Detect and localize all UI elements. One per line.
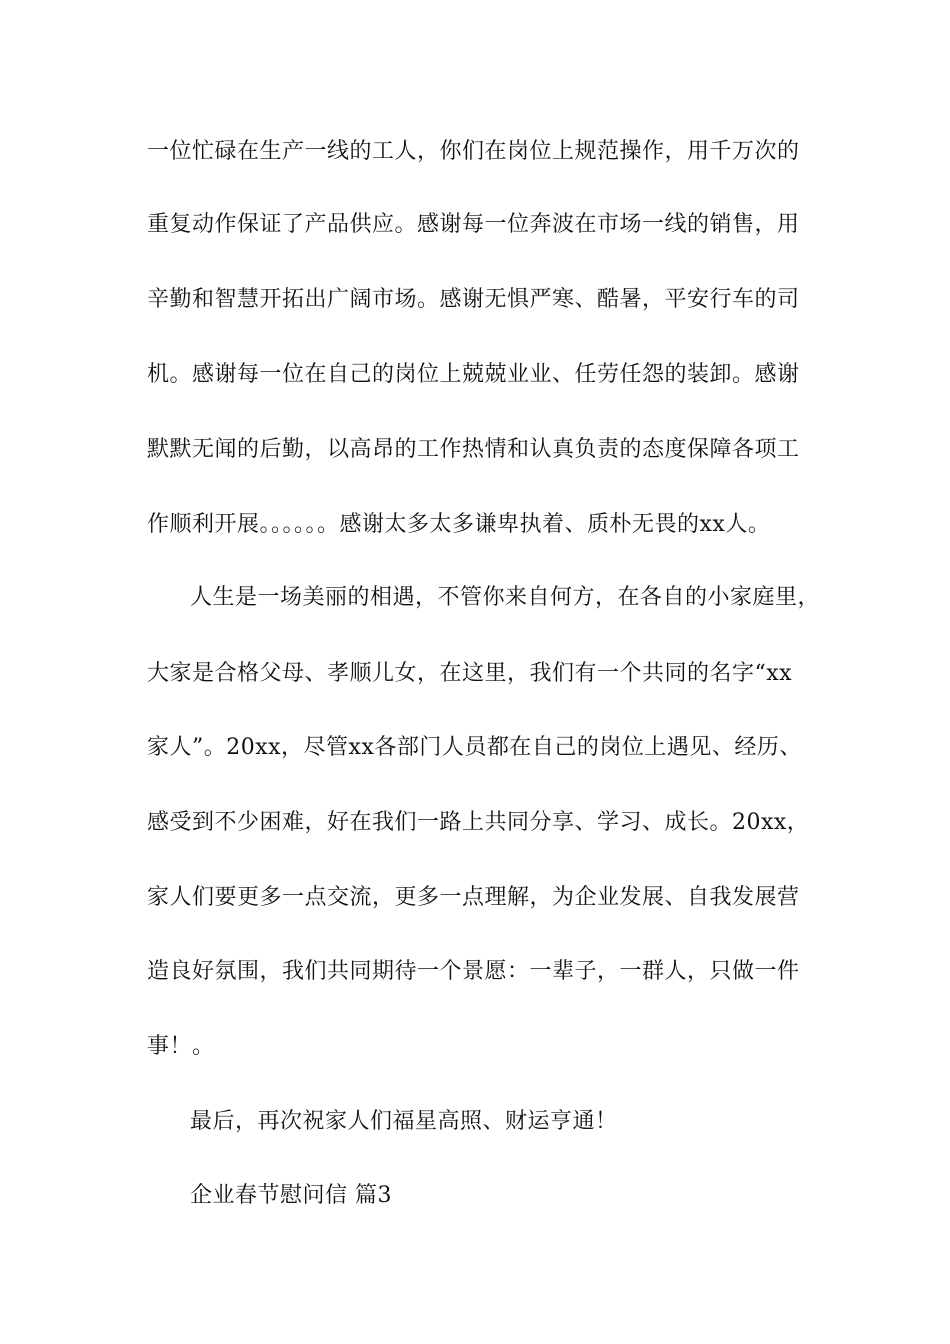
- paragraph-line: 机。感谢每一位在自己的岗位上兢兢业业、任劳任怨的装卸。感谢: [147, 362, 800, 387]
- section-heading: 企业春节慰问信 篇3: [190, 1183, 392, 1208]
- paragraph-line: 感受到不少困难，好在我们一路上共同分享、学习、成长。20xx，: [147, 810, 810, 835]
- paragraph-line: 家人”。20xx，尽管xx各部门人员都在自己的岗位上遇见、经历、: [147, 735, 802, 760]
- paragraph-line: 辛勤和智慧开拓出广阔市场。感谢无惧严寒、酷暑，平安行车的司: [147, 287, 800, 312]
- closing-line: 最后，再次祝家人们福星高照、财运亨通！: [190, 1109, 618, 1134]
- paragraph-line: 事！。: [147, 1034, 215, 1059]
- paragraph-line: 重复动作保证了产品供应。感谢每一位奔波在市场一线的销售，用: [147, 212, 800, 237]
- paragraph-line: 造良好氛围，我们共同期待一个景愿：一辈子，一群人，只做一件: [147, 959, 800, 984]
- paragraph-line: 一位忙碌在生产一线的工人，你们在岗位上规范操作，用千万次的: [147, 139, 800, 164]
- paragraph-line: 作顺利开展。。。。。。感谢太多太多谦卑执着、质朴无畏的xx人。: [147, 512, 771, 537]
- paragraph-line: 人生是一场美丽的相遇，不管你来自何方，在各自的小家庭里，: [190, 585, 821, 610]
- paragraph-line: 大家是合格父母、孝顺儿女，在这里，我们有一个共同的名字“xx: [147, 661, 793, 686]
- paragraph-line: 默默无闻的后勤，以高昂的工作热情和认真负责的态度保障各项工: [147, 437, 800, 462]
- paragraph-line: 家人们要更多一点交流，更多一点理解，为企业发展、自我发展营: [147, 885, 800, 910]
